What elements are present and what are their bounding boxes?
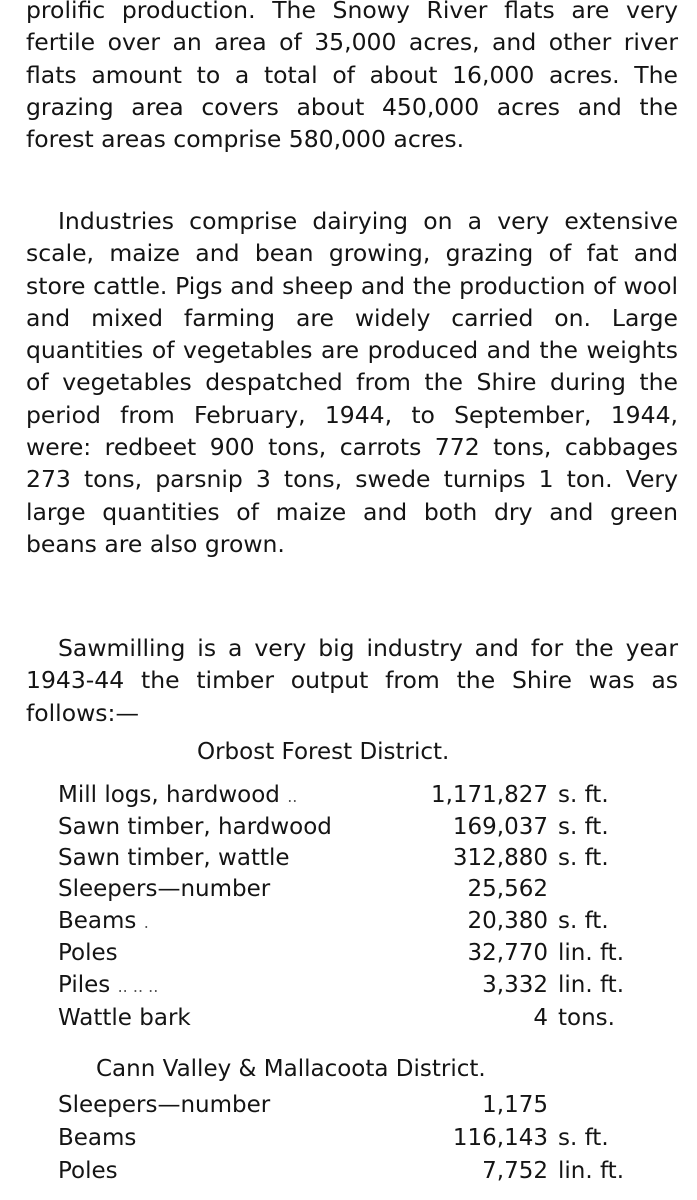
row-amount: 20,380 xyxy=(467,908,548,934)
row-label: Poles xyxy=(58,940,118,966)
row-label: Sawn timber, wattle xyxy=(58,845,290,871)
row-label: Wattle bark xyxy=(58,1005,191,1031)
table-row xyxy=(0,1123,697,1154)
table-row xyxy=(0,812,697,843)
row-unit: lin. ft. xyxy=(558,1158,625,1184)
row-amount: 1,175 xyxy=(482,1092,548,1118)
row-unit: s. ft. xyxy=(558,814,609,840)
row-amount: 1,171,827 xyxy=(430,782,548,808)
row-label: Sleepers—number xyxy=(58,1092,271,1118)
row-label: Beams . xyxy=(58,908,149,934)
row-amount: 4 xyxy=(533,1005,548,1031)
row-amount: 312,880 xyxy=(452,845,548,871)
row-amount: 7,752 xyxy=(482,1158,548,1184)
paragraph-production: prolific production. The Snowy River flats are very fertile over an area of 35,000 acres, and other river flats amount to a total of about 16,000 acres. The grazing area covers about 450,000 acres and the forest areas comprise 580,000 acres. xyxy=(26,0,678,154)
row-unit: s. ft. xyxy=(558,845,609,871)
cann-valley-district-heading: Cann Valley & Mallacoota District. xyxy=(96,1056,486,1082)
table-row xyxy=(0,970,697,1001)
row-label: Poles xyxy=(58,1158,118,1184)
row-unit: s. ft. xyxy=(558,908,609,934)
row-amount: 25,562 xyxy=(467,876,548,902)
row-amount: 32,770 xyxy=(467,940,548,966)
table-row xyxy=(0,1090,697,1121)
table-row xyxy=(0,843,697,874)
row-label: Piles .. .. .. xyxy=(58,972,159,998)
row-label: Sawn timber, hardwood xyxy=(58,814,332,840)
orbost-district-heading: Orbost Forest District. xyxy=(197,739,450,765)
table-row xyxy=(0,874,697,905)
table-row xyxy=(0,906,697,937)
table-row xyxy=(0,938,697,969)
row-amount: 3,332 xyxy=(482,972,548,998)
row-label: Beams xyxy=(58,1125,137,1151)
row-unit: s. ft. xyxy=(558,1125,609,1151)
row-label: Sleepers—number xyxy=(58,876,271,902)
row-amount: 116,143 xyxy=(452,1125,548,1151)
row-unit: s. ft. xyxy=(558,782,609,808)
table-row xyxy=(0,1003,697,1034)
paragraph-sawmilling: Sawmilling is a very big industry and for the year 1943-44 the timber output from the Shire was as follows:— xyxy=(26,634,678,727)
row-label: Mill logs, hardwood .. xyxy=(58,782,298,808)
table-row xyxy=(0,1156,697,1187)
row-unit: lin. ft. xyxy=(558,940,625,966)
row-unit: tons. xyxy=(558,1005,615,1031)
table-row xyxy=(0,780,697,811)
paragraph-industries: Industries comprise dairying on a very extensive scale, maize and bean growing, grazing of fat and store cattle. Pigs and sheep and the production of wool and mixed farming are widely carried on. Large quantities of vegetables are produced and the weights of vegetables despatched from the Shire during the period from February, 1944, to September, 1944, were: redbeet 900 tons, carrots 772 tons, cabbages 273 tons, parsnip 3 tons, swede turnips 1 ton. Very large quantities of maize and both dry and green beans are also grown. xyxy=(26,207,678,558)
row-unit: lin. ft. xyxy=(558,972,625,998)
row-amount: 169,037 xyxy=(452,814,548,840)
